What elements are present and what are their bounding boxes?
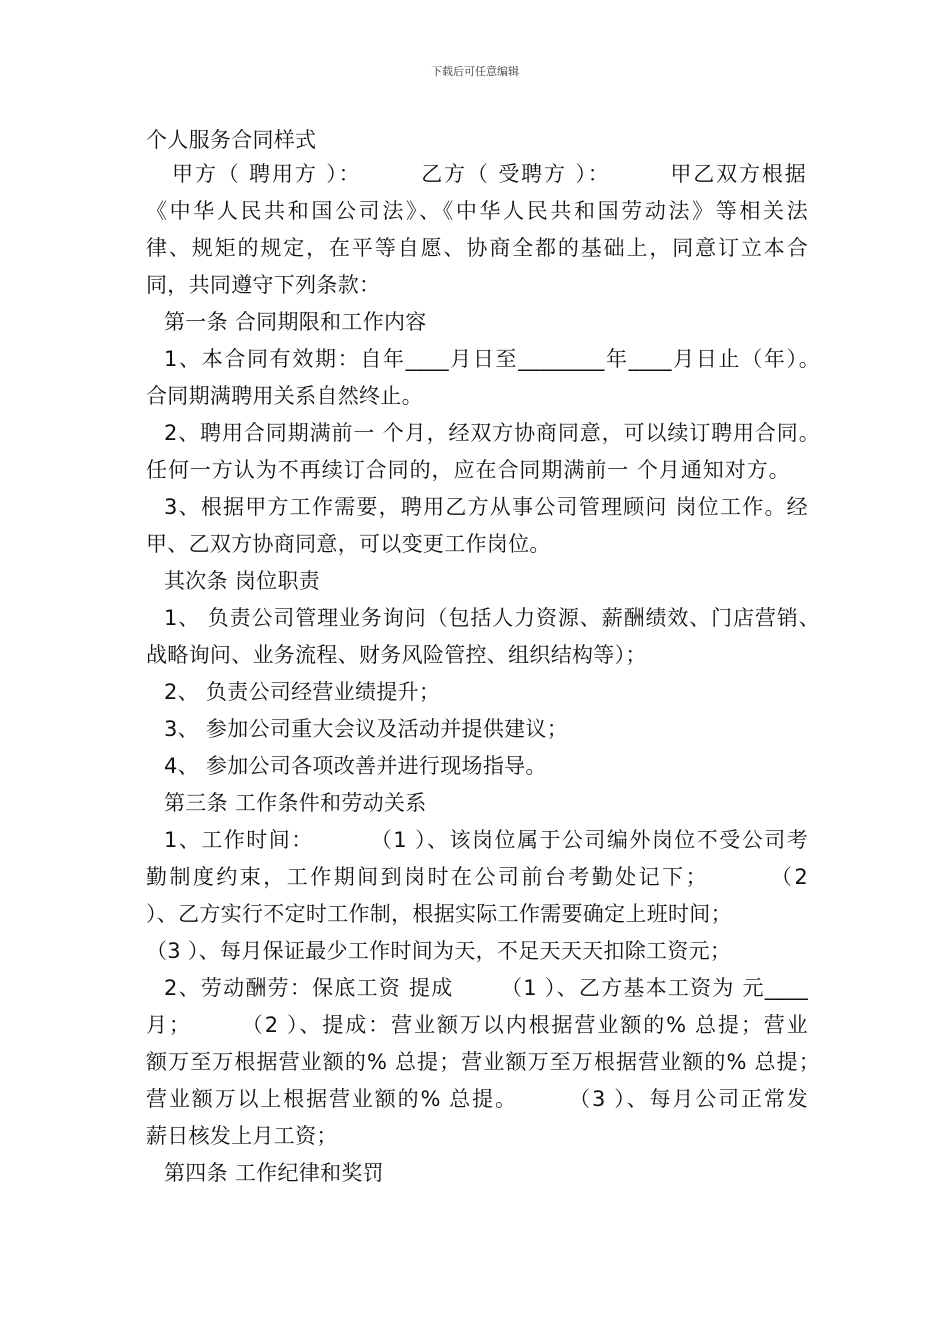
intro-line-3: 律、规矩的规定，在平等自愿、协商全都的基础上，同意订立本合: [146, 236, 808, 260]
article-3-clause-1-line-2: 勤制度约束，工作期间到岗时在公司前台考勤处记下； （2: [146, 865, 808, 889]
article-1-clause-3-line-1: 3、根据甲方工作需要，聘用乙方从事公司管理顾问 岗位工作。经: [164, 495, 808, 519]
page-header-note: 下载后可任意编辑: [431, 65, 519, 78]
article-3-clause-2-line-3: 额万至万根据营业额的% 总提；营业额万至万根据营业额的% 总提；: [146, 1050, 820, 1074]
document-title: 个人服务合同样式: [146, 128, 317, 152]
article-3-clause-1-line-1: 1、工作时间： （1 ）、该岗位属于公司编外岗位不受公司考: [164, 828, 808, 852]
article-2-clause-1-line-2: 战略询问、业务流程、财务风险管控、组织结构等）；: [146, 643, 647, 667]
article-3-heading: 第三条 工作条件和劳动关系: [164, 791, 427, 815]
intro-line-2: 《中华人民共和国公司法》、《中华人民共和国劳动法》等相关法: [146, 199, 808, 223]
article-2-clause-3: 3、 参加公司重大会议及活动并提供建议；: [164, 717, 569, 741]
article-1-clause-1-line-1: 1、本合同有效期：自年____月日至________年____月日止（年）。: [164, 347, 820, 371]
article-4-heading: 第四条 工作纪律和奖罚: [164, 1161, 384, 1185]
article-3-clause-1-line-4: （3 ）、每月保证最少工作时间为天，不足天天天扣除工资元；: [146, 939, 732, 963]
intro-line-1: 甲方（ 聘用方 ）： 乙方（ 受聘方 ）： 甲乙双方根据: [172, 162, 806, 186]
article-1-clause-2-line-2: 任何一方认为不再续订合同的，应在合同期满前一 个月通知对方。: [146, 458, 790, 482]
article-2-clause-4: 4、 参加公司各项改善并进行现场指导。: [164, 754, 547, 778]
article-1-clause-1-line-2: 合同期满聘用关系自然终止。: [146, 384, 423, 408]
article-1-clause-2-line-1: 2、聘用合同期满前一 个月，经双方协商同意，可以续订聘用合同。: [164, 421, 820, 445]
article-3-clause-2-line-1: 2、劳动酬劳：保底工资 提成 （1 ）、乙方基本工资为 元____: [164, 976, 808, 1000]
article-3-clause-2-line-5: 薪日核发上月工资；: [146, 1124, 338, 1148]
intro-line-4: 同，共同遵守下列条款：: [146, 273, 381, 297]
article-2-heading: 其次条 岗位职责: [164, 569, 321, 593]
article-2-clause-2: 2、 负责公司经营业绩提升；: [164, 680, 441, 704]
article-3-clause-2-line-2: 月； （2 ）、提成：营业额万以内根据营业额的% 总提；营业: [146, 1013, 808, 1037]
article-2-clause-1-line-1: 1、 负责公司管理业务询问（包括人力资源、薪酬绩效、门店营销、: [164, 606, 820, 630]
article-1-heading: 第一条 合同期限和工作内容: [164, 310, 427, 334]
article-1-clause-3-line-2: 甲、乙双方协商同意，可以变更工作岗位。: [146, 532, 551, 556]
article-3-clause-2-line-4: 营业额万以上根据营业额的% 总提。 （3 ）、每月公司正常发: [146, 1087, 808, 1111]
article-3-clause-1-line-3: ）、乙方实行不定时工作制，根据实际工作需要确定上班时间；: [146, 902, 732, 926]
